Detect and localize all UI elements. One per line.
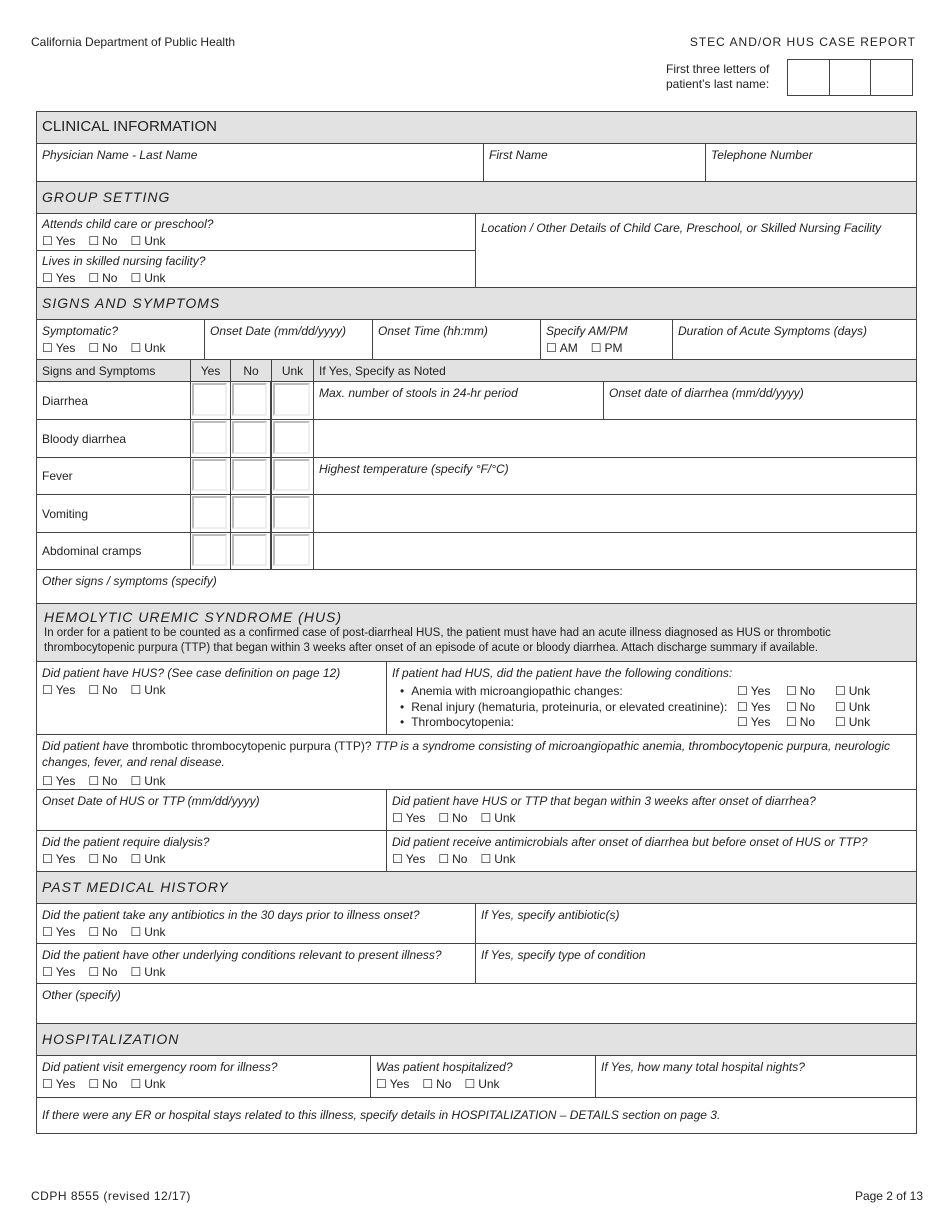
checkbox-unk[interactable]: ☐ Unk	[130, 341, 165, 355]
hus-condition-item	[392, 684, 911, 700]
checkbox-yes[interactable]: ☐ Yes	[42, 234, 75, 248]
initial-box-2[interactable]	[830, 60, 872, 95]
label	[42, 738, 911, 770]
section-signs-symptoms: SIGNS AND SYMPTOMS	[36, 287, 917, 320]
symptom-yes-box[interactable]	[192, 421, 227, 454]
pmh-other-field[interactable]	[36, 983, 917, 1024]
checkbox-unk[interactable]: ☐ Unk	[835, 684, 884, 700]
symptom-cell	[230, 457, 271, 495]
label: If Yes, specify antibiotic(s)	[481, 908, 620, 922]
checkbox-no[interactable]: ☐ No	[88, 1077, 117, 1091]
checkbox-no[interactable]: ☐ No	[88, 852, 117, 866]
section-group-setting: GROUP SETTING	[36, 181, 917, 214]
checkbox-yes[interactable]: ☐ Yes	[376, 1077, 409, 1091]
checkbox-unk[interactable]: ☐ Unk	[130, 1077, 165, 1091]
initials-label-line: patient’s last name:	[666, 77, 770, 91]
section-past-medical-history: PAST MEDICAL HISTORY	[36, 871, 917, 904]
checkbox-yes[interactable]: ☐ Yes	[737, 715, 786, 731]
duration-field[interactable]	[672, 319, 917, 360]
org-name: California Department of Public Health	[31, 35, 236, 49]
onset-diarrhea-field[interactable]	[603, 381, 917, 420]
form-title: STEC AND/OR HUS CASE REPORT	[689, 35, 916, 49]
symptom-unk-box[interactable]	[273, 383, 310, 416]
symptom-cell	[271, 457, 314, 495]
symptom-cell	[190, 532, 231, 570]
hus-condition-item	[392, 715, 911, 731]
symptom-no-box[interactable]	[232, 534, 267, 566]
ampm-question	[540, 319, 673, 360]
symptom-row-label: Vomiting	[36, 494, 191, 533]
symptom-no-box[interactable]	[232, 421, 267, 454]
checkbox-pm[interactable]: ☐ PM	[591, 341, 623, 355]
dialysis-question	[36, 830, 387, 872]
checkbox-am[interactable]: ☐ AM	[546, 341, 578, 355]
symptom-yes-box[interactable]	[192, 383, 227, 416]
label: If Yes, how many total hospital nights?	[601, 1060, 805, 1074]
location-field[interactable]	[475, 213, 917, 288]
initials-label-line: First three letters of	[666, 62, 770, 76]
checkbox-unk[interactable]: ☐ Unk	[130, 965, 165, 979]
checkbox-unk[interactable]: ☐ Unk	[130, 683, 165, 697]
label: Other signs / symptoms (specify)	[42, 574, 217, 588]
er-options	[42, 1077, 365, 1091]
hospitalized-options	[376, 1077, 590, 1091]
symptom-unk-box[interactable]	[273, 496, 310, 529]
checkbox-no[interactable]: ☐ No	[786, 684, 835, 700]
symptom-unk-box[interactable]	[273, 534, 310, 566]
childcare-options	[42, 234, 470, 248]
antibiotics-question	[36, 903, 476, 944]
initial-box-1[interactable]	[788, 60, 830, 95]
symptom-cell	[190, 381, 231, 420]
label: Onset Date of HUS or TTP (mm/dd/yyyy)	[42, 794, 260, 808]
label: Lives in skilled nursing facility?	[42, 254, 206, 268]
symptom-cell	[190, 419, 231, 458]
label: Did patient have HUS or TTP that began within 3 weeks after onset of diarrhea?	[392, 794, 816, 808]
label: Did the patient take any antibiotics in the 30 days prior to illness onset?	[42, 908, 420, 922]
label: Location / Other Details of Child Care, Preschool, or Skilled Nursing Facility	[481, 221, 882, 235]
col-yes: Yes	[190, 359, 231, 382]
checkbox-yes[interactable]: ☐ Yes	[42, 925, 75, 939]
checkbox-no[interactable]: ☐ No	[88, 965, 117, 979]
checkbox-unk[interactable]: ☐ Unk	[480, 811, 515, 825]
childcare-question	[36, 213, 476, 251]
telephone-field[interactable]	[705, 143, 917, 182]
label: If Yes, specify type of condition	[481, 948, 646, 962]
checkbox-no[interactable]: ☐ No	[422, 1077, 451, 1091]
hus-intro: In order for a patient to be counted as a confirmed case of post-diarrheal HUS, the patient must have had an acute illness diagnosed as HUS or thrombotic thrombocytopenic purpura (TTP) that began within 3 weeks after onset of an episode of acute or bloody diarrhea. Attach discharge summary if available.	[44, 627, 831, 654]
checkbox-yes[interactable]: ☐ Yes	[42, 271, 75, 285]
symptom-row-label: Fever	[36, 457, 191, 495]
symptom-no-box[interactable]	[232, 496, 267, 529]
symptom-unk-box[interactable]	[273, 421, 310, 454]
antimicrobials-options	[392, 852, 911, 866]
symptomatic-question	[36, 319, 205, 360]
symptom-cell	[190, 494, 231, 533]
checkbox-yes[interactable]: ☐ Yes	[392, 811, 425, 825]
label: Other (specify)	[42, 988, 121, 1002]
section-hus	[36, 603, 917, 662]
vomiting-specify[interactable]	[313, 494, 917, 533]
bloody-diarrhea-specify[interactable]	[313, 419, 917, 458]
label: Duration of Acute Symptoms (days)	[678, 324, 867, 338]
within3-options	[392, 811, 911, 825]
ttp-q-part: Did patient have	[42, 739, 133, 753]
checkbox-no[interactable]: ☐ No	[88, 683, 117, 697]
underlying-question	[36, 943, 476, 984]
other-signs-field[interactable]	[36, 569, 917, 604]
label: If there were any ER or hospital stays related to this illness, specify details in HOSPITALIZATION – DETAILS section on page 3.	[42, 1108, 721, 1122]
hospital-nights-field[interactable]	[595, 1055, 917, 1098]
checkbox-no[interactable]: ☐ No	[786, 715, 835, 731]
section-clinical: CLINICAL INFORMATION	[36, 111, 917, 144]
first-name-field[interactable]	[483, 143, 706, 182]
condition-options	[737, 715, 884, 731]
onset-date-field[interactable]	[204, 319, 373, 360]
checkbox-yes[interactable]: ☐ Yes	[42, 774, 75, 788]
symptom-no-box[interactable]	[232, 459, 267, 491]
label: Symptomatic?	[42, 324, 119, 338]
checkbox-unk[interactable]: ☐ Unk	[480, 852, 515, 866]
max-stools-field[interactable]	[313, 381, 604, 420]
antibiotics-options	[42, 925, 470, 939]
snf-options	[42, 271, 470, 285]
col-signs: Signs and Symptoms	[36, 359, 191, 382]
ttp-term: thrombotic thrombocytopenic purpura (TTP)?	[132, 739, 372, 753]
ampm-options	[546, 341, 667, 355]
checkbox-yes[interactable]: ☐ Yes	[42, 852, 75, 866]
symptom-yes-box[interactable]	[192, 459, 227, 491]
checkbox-yes[interactable]: ☐ Yes	[42, 965, 75, 979]
cramps-specify[interactable]	[313, 532, 917, 570]
checkbox-yes[interactable]: ☐ Yes	[737, 684, 786, 700]
symptom-row-label: Bloody diarrhea	[36, 419, 191, 458]
highest-temp-field[interactable]	[313, 457, 917, 495]
checkbox-no[interactable]: ☐ No	[88, 341, 117, 355]
label: Highest temperature (specify °F/°C)	[319, 462, 509, 476]
underlying-options	[42, 965, 470, 979]
antimicrobials-question	[386, 830, 917, 872]
checkbox-yes[interactable]: ☐ Yes	[392, 852, 425, 866]
condition-label: • Anemia with microangiopathic changes:	[392, 684, 737, 700]
hus-conditions	[386, 661, 917, 735]
col-specify: If Yes, Specify as Noted	[313, 359, 917, 382]
checkbox-unk[interactable]: ☐ Unk	[130, 852, 165, 866]
hus-condition-item	[392, 700, 911, 716]
symptom-cell	[271, 494, 314, 533]
symptom-yes-box[interactable]	[192, 534, 227, 566]
label: Onset Date (mm/dd/yyyy)	[210, 324, 347, 338]
label: Onset date of diarrhea (mm/dd/yyyy)	[609, 386, 804, 400]
physician-last-name-field[interactable]	[36, 143, 484, 182]
hospitalization-note	[36, 1097, 917, 1134]
ttp-options	[42, 774, 911, 788]
symptom-cell	[190, 457, 231, 495]
label: If patient had HUS, did the patient have the following conditions:	[392, 666, 733, 680]
label: Physician Name - Last Name	[42, 148, 198, 162]
checkbox-no[interactable]: ☐ No	[88, 925, 117, 939]
checkbox-yes[interactable]: ☐ Yes	[42, 341, 75, 355]
initial-box-3[interactable]	[871, 60, 912, 95]
condition-label: • Renal injury (hematuria, proteinuria, or elevated creatinine):	[392, 700, 737, 716]
had-hus-question	[36, 661, 387, 735]
section-title: HEMOLYTIC UREMIC SYNDROME (HUS)	[44, 609, 343, 625]
condition-options	[737, 684, 884, 700]
label: Telephone Number	[711, 148, 813, 162]
condition-options	[737, 700, 884, 716]
symptom-unk-box[interactable]	[273, 459, 310, 491]
checkbox-unk[interactable]: ☐ Unk	[130, 271, 165, 285]
checkbox-no[interactable]: ☐ No	[88, 271, 117, 285]
label: First Name	[489, 148, 548, 162]
initials-input[interactable]	[787, 59, 913, 96]
symptom-cell	[230, 494, 271, 533]
antibiotics-specify-field[interactable]	[475, 903, 917, 944]
hus-onset-field[interactable]	[36, 789, 387, 831]
section-hospitalization: HOSPITALIZATION	[36, 1023, 917, 1056]
ttp-question	[36, 734, 917, 790]
label: Did patient visit emergency room for illness?	[42, 1060, 278, 1074]
checkbox-no[interactable]: ☐ No	[88, 234, 117, 248]
checkbox-no[interactable]: ☐ No	[438, 852, 467, 866]
had-hus-options	[42, 683, 381, 697]
symptom-no-box[interactable]	[232, 383, 267, 416]
dialysis-options	[42, 852, 381, 866]
col-unk: Unk	[271, 359, 314, 382]
symptom-cell	[230, 532, 271, 570]
label: Max. number of stools in 24-hr period	[319, 386, 518, 400]
checkbox-no[interactable]: ☐ No	[438, 811, 467, 825]
symptom-cell	[230, 419, 271, 458]
snf-question	[36, 250, 476, 288]
checkbox-no[interactable]: ☐ No	[88, 774, 117, 788]
label: Did the patient require dialysis?	[42, 835, 210, 849]
label: Attends child care or preschool?	[42, 217, 214, 231]
underlying-specify-field[interactable]	[475, 943, 917, 984]
checkbox-unk[interactable]: ☐ Unk	[130, 774, 165, 788]
within3-question	[386, 789, 917, 831]
symptom-cell	[271, 381, 314, 420]
checkbox-yes[interactable]: ☐ Yes	[42, 1077, 75, 1091]
symptom-cell	[271, 532, 314, 570]
symptomatic-options	[42, 341, 199, 355]
initials-label	[666, 62, 769, 92]
label: Did the patient have other underlying conditions relevant to present illness?	[42, 948, 442, 962]
onset-time-field[interactable]	[372, 319, 541, 360]
label: Was patient hospitalized?	[376, 1060, 513, 1074]
checkbox-unk[interactable]: ☐ Unk	[130, 234, 165, 248]
label: Did patient receive antimicrobials after onset of diarrhea but before onset of HUS or TTP?	[392, 835, 868, 849]
symptom-cell	[230, 381, 271, 420]
symptom-row-label: Abdominal cramps	[36, 532, 191, 570]
checkbox-unk[interactable]: ☐ Unk	[835, 700, 884, 716]
hospitalized-question	[370, 1055, 596, 1098]
label: Did patient have HUS? (See case definition on page 12)	[42, 666, 341, 680]
er-question	[36, 1055, 371, 1098]
condition-label: • Thrombocytopenia:	[392, 715, 737, 731]
symptom-row-label: Diarrhea	[36, 381, 191, 420]
checkbox-unk[interactable]: ☐ Unk	[464, 1077, 499, 1091]
form-number: CDPH 8555 (revised 12/17)	[31, 1189, 191, 1203]
checkbox-unk[interactable]: ☐ Unk	[130, 925, 165, 939]
label: Specify AM/PM	[546, 324, 628, 338]
page-number: Page 2 of 13	[854, 1189, 923, 1203]
label: Onset Time (hh:mm)	[378, 324, 488, 338]
checkbox-yes[interactable]: ☐ Yes	[42, 683, 75, 697]
checkbox-yes[interactable]: ☐ Yes	[737, 700, 786, 716]
checkbox-no[interactable]: ☐ No	[786, 700, 835, 716]
col-no: No	[230, 359, 272, 382]
symptom-cell	[271, 419, 314, 458]
ttp-definition: TTP is a syndrome consisting of microangiopathic anemia, thrombocytopenic purpura, neurologic changes, fever, and renal disease.	[42, 739, 890, 769]
symptom-yes-box[interactable]	[192, 496, 227, 529]
checkbox-unk[interactable]: ☐ Unk	[835, 715, 884, 731]
